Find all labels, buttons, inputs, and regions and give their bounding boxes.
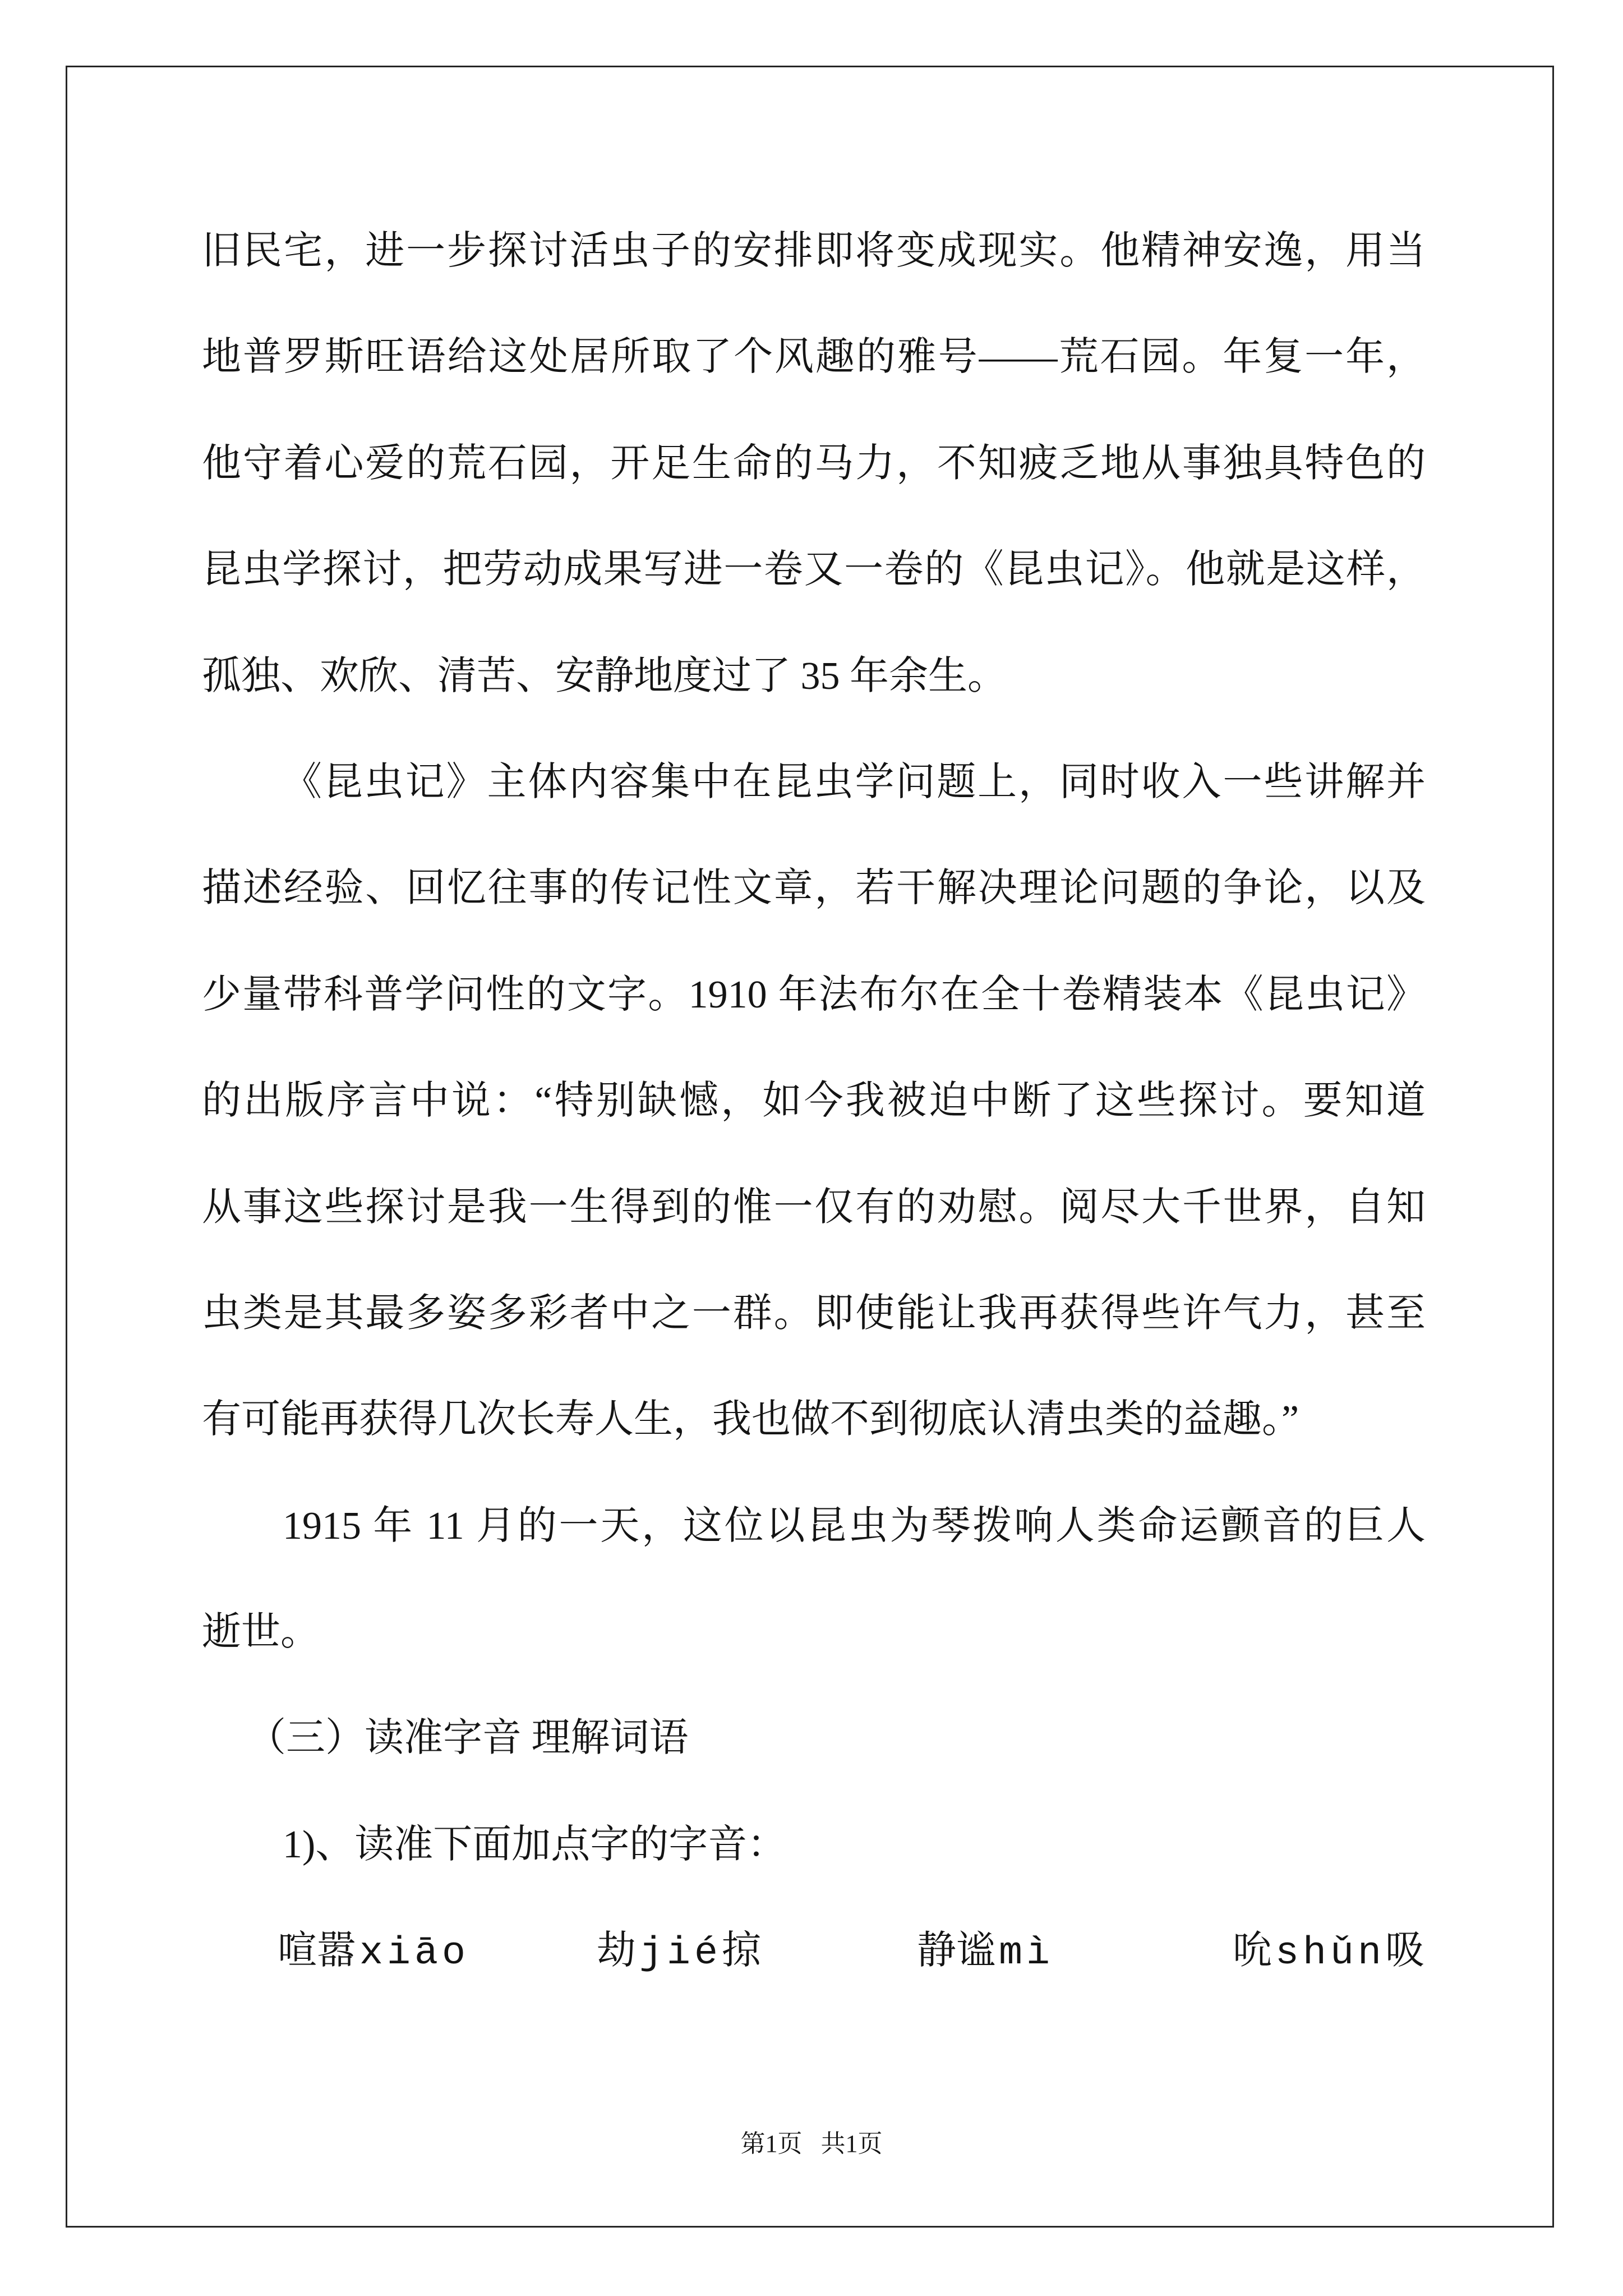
- paragraph-line: 有可能再获得几次长寿人生，我也做不到彻底认清虫类的益趣。”: [202, 1398, 1299, 1442]
- vocab-character: 喧嚣: [278, 1929, 356, 1973]
- vocab-row: [202, 1898, 1426, 2004]
- paragraph-line: 《昆虫记》主体内容集中在昆虫学问题上，同时收入一些讲解并: [283, 760, 1426, 804]
- paragraph-line: 地普罗斯旺语给这处居所取了个风趣的雅号——荒石园。年复一年，: [202, 335, 1426, 379]
- vocab-character: 吮: [1233, 1929, 1272, 1973]
- vocab-character: 掠: [722, 1929, 762, 1973]
- vocab-pinyin: xiāo: [359, 1931, 470, 1976]
- paragraph-line: 旧民宅，进一步探讨活虫子的安排即将变成现实。他精神安逸，用当: [202, 229, 1426, 273]
- section-heading: （三）读准字音 理解词语: [247, 1717, 689, 1760]
- vocab-item: [597, 1898, 761, 2007]
- paragraph-line: 从事这些探讨是我一生得到的惟一仅有的劝慰。阅尽大千世界，自知: [202, 1185, 1426, 1229]
- paragraph-line: 的出版序言中说：“特别缺憾，如今我被迫中断了这些探讨。要知道: [202, 1079, 1426, 1123]
- vocab-item: [917, 1898, 1054, 2007]
- paragraph-line: 逝世。: [202, 1611, 320, 1654]
- exercise-title: 1)、读准下面加点字的字音：: [283, 1823, 787, 1866]
- paragraph-line: 他守着心爱的荒石园，开足生命的马力，不知疲乏地从事独具特色的: [202, 441, 1426, 485]
- paragraph: [202, 1473, 1426, 1686]
- paragraph-line: 昆虫学探讨，把劳动成果写进一卷又一卷的《昆虫记》。他就是这样，: [202, 548, 1426, 592]
- paragraph-line: 少量带科普学问性的文字。1910 年法布尔在全十卷精装本《昆虫记》: [202, 973, 1426, 1016]
- vocab-item: [1233, 1898, 1424, 2007]
- vocab-pinyin: mì: [999, 1931, 1054, 1976]
- vocab-pinyin: jié: [639, 1931, 722, 1976]
- paragraph: [202, 729, 1426, 1473]
- vocab-pinyin: shǔn: [1275, 1931, 1386, 1976]
- document-body: [202, 198, 1426, 2004]
- paragraph-line: 虫类是其最多姿多彩者中之一群。即使能让我再获得些许气力，甚至: [202, 1291, 1426, 1335]
- vocab-character: 吸: [1385, 1929, 1425, 1973]
- paragraph: [202, 198, 1426, 729]
- paragraph-line: 孤独、欢欣、清苦、安静地度过了 35 年余生。: [202, 654, 1007, 698]
- vocab-item: [278, 1898, 469, 2007]
- paragraph-line: 描述经验、回忆往事的传记性文章，若干解决理论问题的争论，以及: [202, 867, 1426, 910]
- page-footer: 第1页 共1页: [740, 2130, 883, 2157]
- paragraph-line: 1915 年 11 月的一天，这位以昆虫为琴拨响人类命运颤音的巨人: [283, 1504, 1426, 1548]
- vocab-character: 劫: [597, 1929, 636, 1973]
- vocab-character: 静谧: [917, 1929, 995, 1973]
